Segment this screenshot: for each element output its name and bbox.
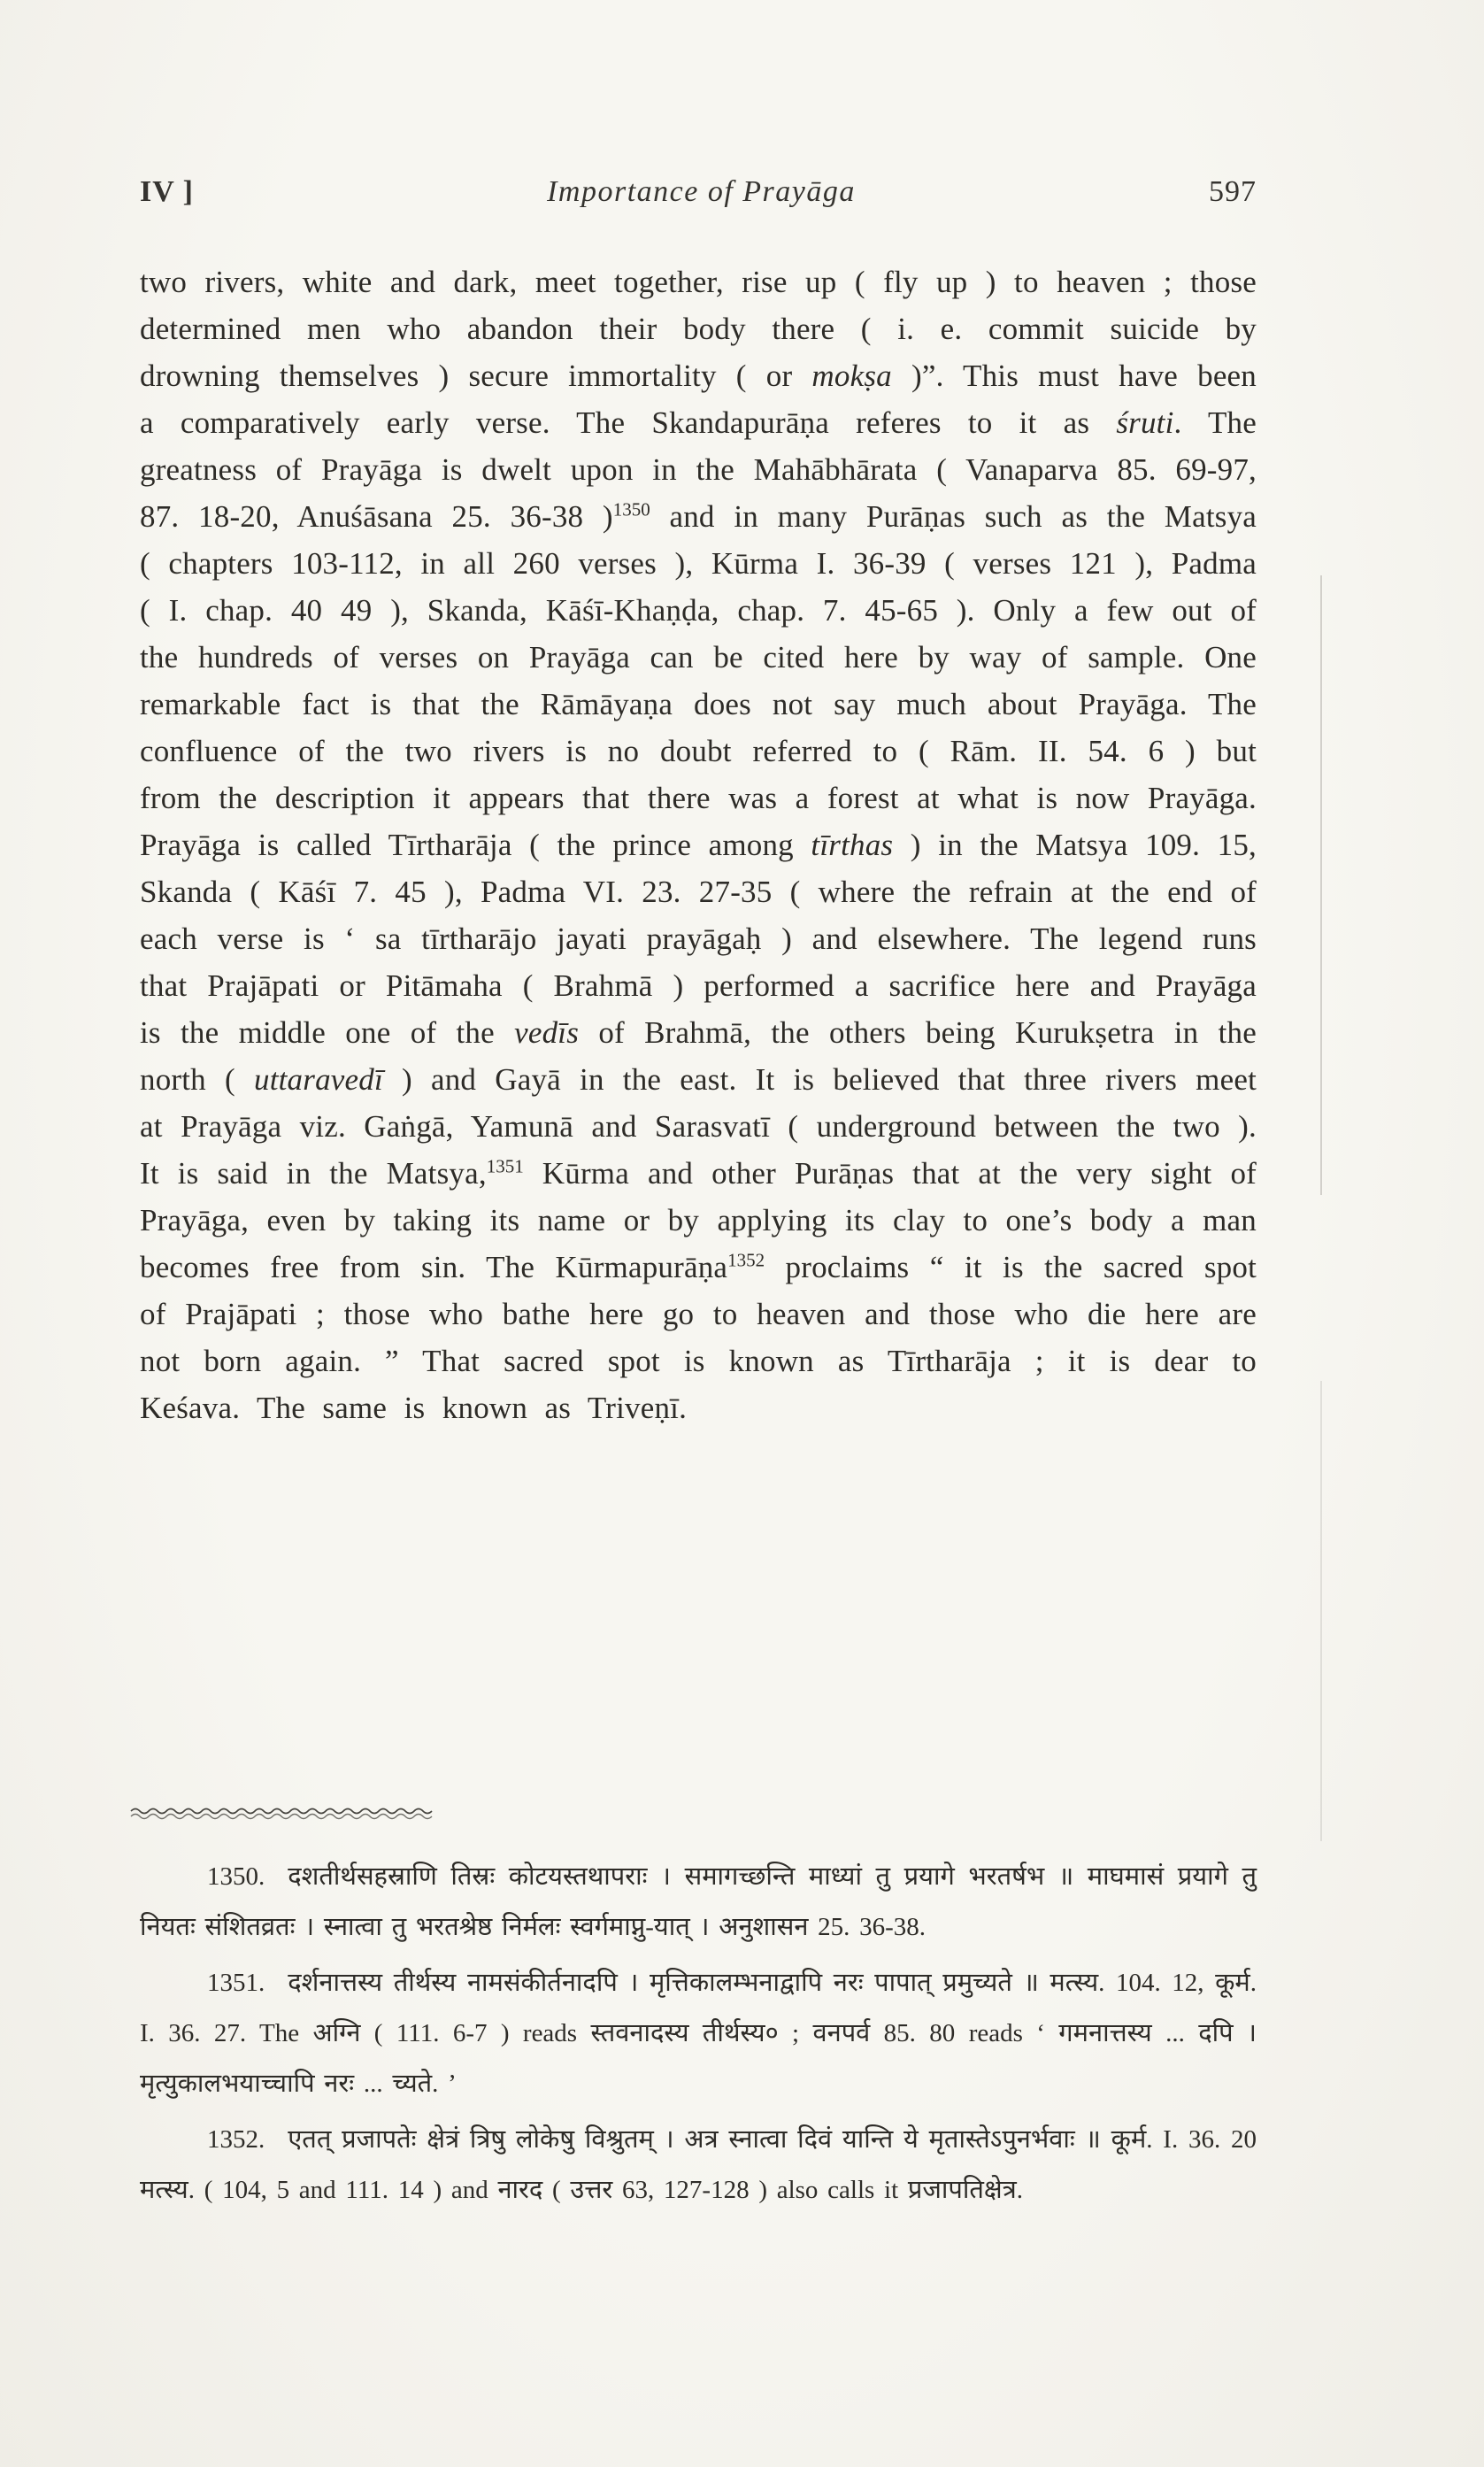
body-text [140, 258, 1257, 1431]
text-segment: )”. This must have been a comparatively early verse. The Skandapurāṇa referes to it as [140, 358, 1257, 440]
text-segment: and in many Purāṇas such as the Matsya ( chapters 103-112, in all 260 verses ), Kūrma I. 36-39 ( verses 121 ), Padma ( I. chap. 40 49 ), Skanda, Kāśī-Khaṇḍa, chap. 7. 45-65 ). Only a few out of the hundreds of verses on Prayāga can be cited here by way of sample. One remarkable fact is that the Rāmāyaṇa does not say much about Prayāga. The confluence of the two rivers is no doubt referred to ( Rām. II. 54. 6 ) but from the description it appears that there was a forest at what is now Prayāga. Prayāga is called Tīrtharāja ( the prince among [140, 499, 1257, 862]
footnote-1350 [140, 1852, 1257, 1953]
footnote-reference: 1352 [727, 1249, 765, 1271]
footnote-separator [129, 1806, 448, 1822]
text-segment: proclaims “ it is the sacred spot of Prajāpati ; those who bathe here go to heaven and those who die here are not born again. ” That sacred spot is known as Tīrtharāja ; it is dear to Keśava. The same is known as Triveṇī. [140, 1250, 1257, 1425]
text-segment: ) and Gayā in the east. It is believed that three rivers meet at Prayāga viz. Gaṅgā, Yamunā and Sarasvatī ( underground between the two ). It is said in the Matsya, [140, 1062, 1257, 1191]
footnote-text: दर्शनात्तस्य तीर्थस्य नामसंकीर्तनादपि । मृत्तिकालम्भनाद्वापि नरः पापात् प्रमुच्यते ॥ मत्स्य. 104. 12, कूर्म. I. 36. 27. The अग्नि ( 111. 6-7 ) reads स्तवनादस्य तीर्थस्य० ; वनपर्व 85. 80 reads ‘ गमनात्तस्य ... दपि । मृत्युकालभयाच्चापि नरः ... च्यते. ’ [140, 1969, 1257, 2098]
text-segment: Kūrma and other Purāṇas that at the very sight of Prayāga, even by taking its name or by applying its clay to one’s body a man becomes free from sin. The Kūrmapurāṇa [140, 1156, 1257, 1284]
text-segment: ) in the Matsya 109. 15, Skanda ( Kāśī 7. 45 ), Padma VI. 23. 27-35 ( where the refrain at the end of each verse is ‘ sa tīrtharājo jayati prayāgaḥ ) and elsewhere. The legend runs that Prajāpati or Pitāmaha ( Brahmā ) performed a sacrifice here and Prayāga is the middle one of the [140, 828, 1257, 1050]
chapter-marker: IV ] [140, 175, 194, 208]
running-title: Importance of Prayāga [547, 175, 856, 208]
text-segment: vedīs [514, 1015, 580, 1050]
text-segment: śruti [1116, 405, 1174, 440]
text-segment: mokṣa [811, 358, 892, 393]
footnote-reference: 1351 [486, 1155, 524, 1177]
text-segment: two rivers, white and dark, meet together, rise up ( fly up ) to heaven ; those determined men who abandon their body there ( i. e. commit suicide by drowning themselves ) secure immortality ( or [140, 265, 1257, 393]
text-segment: uttaravedī [254, 1062, 383, 1097]
page-number: 597 [1209, 175, 1257, 208]
scan-artifact-line [1320, 575, 1322, 1195]
footnote-text: दशतीर्थसहस्राणि तिस्रः कोटयस्तथापराः । समागच्छन्ति माध्यां तु प्रयागे भरतर्षभ ॥ माघमासं प्रयागे तु नियतः संशितव्रतः । स्नात्वा तु भरतश्रेष्ठ निर्मलः स्वर्गमाप्नु-यात् । अनुशासन 25. 36-38. [140, 1862, 1257, 1941]
footnote-number: 1352. [207, 2125, 265, 2154]
scan-artifact-line-2 [1320, 1381, 1322, 1841]
text-segment: tīrthas [811, 828, 894, 862]
page-header [140, 175, 1257, 209]
text-segment: of Brahmā, the others being Kurukṣetra in the north ( [140, 1015, 1257, 1097]
footnote-number: 1351. [207, 1969, 265, 1997]
text-segment: . The greatness of Prayāga is dwelt upon in the Mahābhārata ( Vanaparva 85. 69-97, 87. 18-20, Anuśāsana 25. 36-38 ) [140, 405, 1257, 534]
footnote-reference: 1350 [612, 498, 650, 520]
footnote-number: 1350. [207, 1862, 265, 1891]
footnote-text: एतत् प्रजापतेः क्षेत्रं त्रिषु लोकेषु विश्रुतम् । अत्र स्नात्वा दिवं यान्ति ये मृतास्तेऽपुनर्भवाः ॥ कूर्म. I. 36. 20 मत्स्य. ( 104, 5 and 111. 14 ) and नारद ( उत्तर 63, 127-128 ) also calls it प्रजापतिक्षेत्र. [140, 2125, 1257, 2204]
footnotes-section [140, 1852, 1257, 2221]
footnote-1352 [140, 2115, 1257, 2216]
footnote-1351 [140, 1958, 1257, 2109]
